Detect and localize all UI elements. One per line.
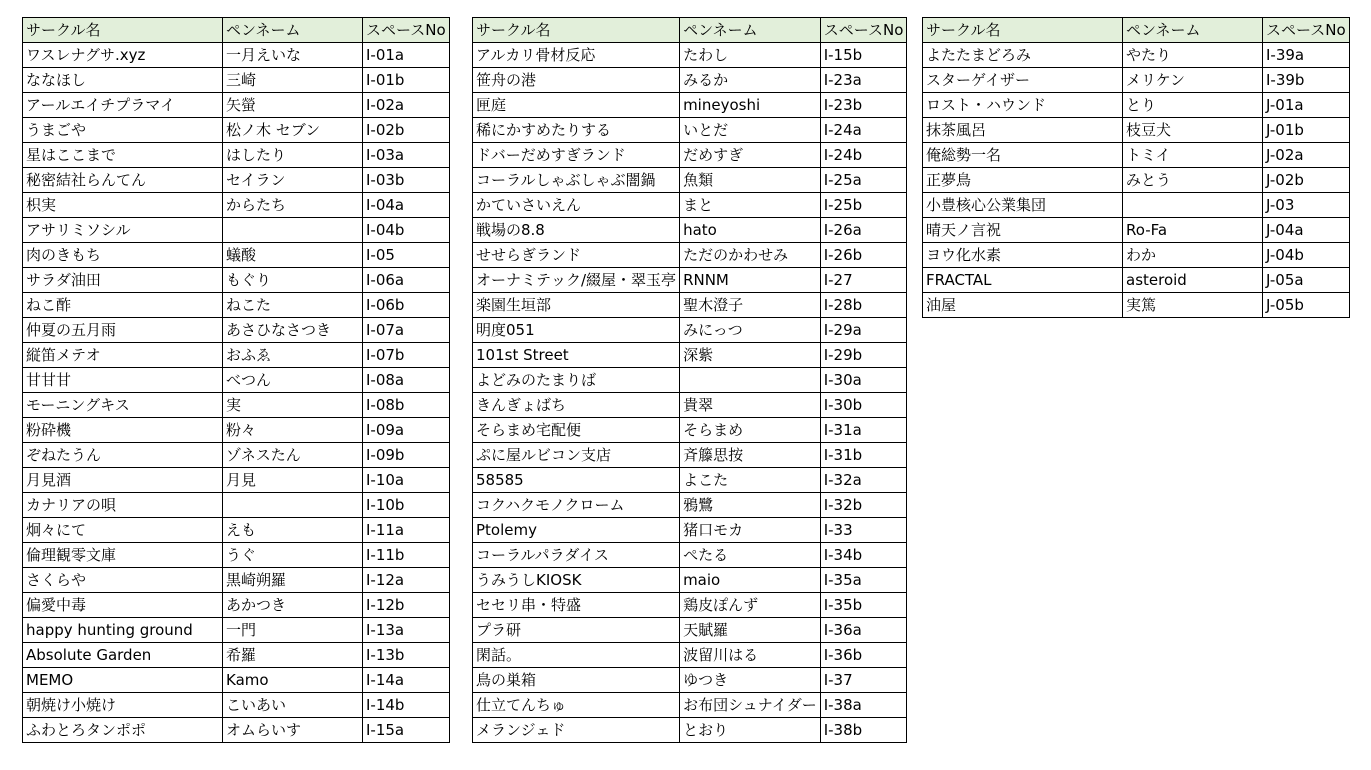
pen-name-cell: はしたり (223, 143, 363, 168)
space-no-cell: I-30b (820, 393, 907, 418)
table-row (923, 118, 1350, 143)
circle-name-cell: 仕立てんちゅ (473, 693, 680, 718)
table-row (923, 168, 1350, 193)
circle-name-cell: ななほし (23, 68, 223, 93)
pen-name-cell: 聖木澄子 (680, 293, 821, 318)
circle-name-cell: ドバーだめすぎランド (473, 143, 680, 168)
header-space-no: スペースNo (363, 18, 450, 43)
header-row (23, 18, 450, 43)
pen-name-cell: 矢螢 (223, 93, 363, 118)
space-no-cell: I-26a (820, 218, 907, 243)
space-no-cell: I-26b (820, 243, 907, 268)
table-row (473, 93, 907, 118)
pen-name-cell: みにっつ (680, 318, 821, 343)
space-no-cell: J-05b (1263, 293, 1350, 318)
space-no-cell: I-03a (363, 143, 450, 168)
pen-name-cell: だめすぎ (680, 143, 821, 168)
circle-name-cell: ワスレナグサ.xyz (23, 43, 223, 68)
pen-name-cell: ゾネスたん (223, 443, 363, 468)
space-no-cell: I-34b (820, 543, 907, 568)
table-row (923, 193, 1350, 218)
space-no-cell: J-01a (1263, 93, 1350, 118)
circle-name-cell: ロスト・ハウンド (923, 93, 1123, 118)
pen-name-cell: hato (680, 218, 821, 243)
pen-name-cell: とり (1123, 93, 1263, 118)
circle-name-cell: 閑話。 (473, 643, 680, 668)
circle-name-cell: アールエイチプラマイ (23, 93, 223, 118)
table-row (923, 243, 1350, 268)
circle-name-cell: せせらぎランド (473, 243, 680, 268)
circle-table-1 (22, 17, 450, 743)
table-row (473, 668, 907, 693)
circle-name-cell: 枳実 (23, 193, 223, 218)
circle-name-cell: 仲夏の五月雨 (23, 318, 223, 343)
circle-name-cell: スターゲイザー (923, 68, 1123, 93)
pen-name-cell: そらまめ (680, 418, 821, 443)
pen-name-cell: 松ノ木 セブン (223, 118, 363, 143)
table-row (23, 593, 450, 618)
pen-name-cell: 希羅 (223, 643, 363, 668)
header-pen-name: ペンネーム (1123, 18, 1263, 43)
space-no-cell: I-02b (363, 118, 450, 143)
space-no-cell: I-12b (363, 593, 450, 618)
circle-table-2 (472, 17, 907, 743)
space-no-cell: I-38a (820, 693, 907, 718)
circle-name-cell: セセリ串・特盛 (473, 593, 680, 618)
space-no-cell: I-13b (363, 643, 450, 668)
pen-name-cell (680, 368, 821, 393)
space-no-cell: J-02a (1263, 143, 1350, 168)
pen-name-cell (223, 218, 363, 243)
table-row (473, 468, 907, 493)
pen-name-cell: 鴉鷺 (680, 493, 821, 518)
pen-name-cell: えも (223, 518, 363, 543)
space-no-cell: I-10b (363, 493, 450, 518)
space-no-cell: I-27 (820, 268, 907, 293)
pen-name-cell: Kamo (223, 668, 363, 693)
header-pen-name: ペンネーム (680, 18, 821, 43)
pen-name-cell: 波留川はる (680, 643, 821, 668)
circle-name-cell: FRACTAL (923, 268, 1123, 293)
space-no-cell: I-09a (363, 418, 450, 443)
space-no-cell: I-37 (820, 668, 907, 693)
header-space-no: スペースNo (1263, 18, 1350, 43)
table-row (23, 368, 450, 393)
pen-name-cell: mineyoshi (680, 93, 821, 118)
circle-name-cell: オーナミテック/綴屋・翠玉亭 (473, 268, 680, 293)
table-row (473, 693, 907, 718)
circle-name-cell: メランジェド (473, 718, 680, 743)
pen-name-cell: オムらいす (223, 718, 363, 743)
table-row (473, 718, 907, 743)
space-no-cell: I-32a (820, 468, 907, 493)
circle-name-cell: 倫理観零文庫 (23, 543, 223, 568)
circle-name-cell: カナリアの唄 (23, 493, 223, 518)
header-space-no: スペースNo (820, 18, 907, 43)
table-row (23, 168, 450, 193)
pen-name-cell: 実 (223, 393, 363, 418)
space-no-cell: I-24b (820, 143, 907, 168)
pen-name-cell: ねこた (223, 293, 363, 318)
table-row (473, 118, 907, 143)
circle-name-cell: Ptolemy (473, 518, 680, 543)
table-row (473, 518, 907, 543)
table-row (23, 718, 450, 743)
pen-name-cell: ゆつき (680, 668, 821, 693)
space-no-cell: I-29a (820, 318, 907, 343)
pen-name-cell: 猪口モカ (680, 518, 821, 543)
pen-name-cell: 実篤 (1123, 293, 1263, 318)
table-row (23, 143, 450, 168)
space-no-cell: J-02b (1263, 168, 1350, 193)
pen-name-cell (1123, 193, 1263, 218)
table-row (23, 568, 450, 593)
space-no-cell: I-14a (363, 668, 450, 693)
pen-name-cell: 斉籐思按 (680, 443, 821, 468)
space-no-cell: J-01b (1263, 118, 1350, 143)
space-no-cell: I-15a (363, 718, 450, 743)
table-row (23, 693, 450, 718)
space-no-cell: I-06b (363, 293, 450, 318)
circle-name-cell: 58585 (473, 468, 680, 493)
circle-name-cell: ねこ酢 (23, 293, 223, 318)
circle-name-cell: 粉砕機 (23, 418, 223, 443)
table-row (473, 393, 907, 418)
space-no-cell: I-24a (820, 118, 907, 143)
table-row (473, 68, 907, 93)
circle-name-cell: モーニングキス (23, 393, 223, 418)
pen-name-cell: うぐ (223, 543, 363, 568)
circle-name-cell: よたたまどろみ (923, 43, 1123, 68)
circle-name-cell: happy hunting ground (23, 618, 223, 643)
pen-name-cell: あかつき (223, 593, 363, 618)
space-no-cell: I-11b (363, 543, 450, 568)
space-no-cell: J-03 (1263, 193, 1350, 218)
table-row (23, 293, 450, 318)
table-row (23, 543, 450, 568)
space-no-cell: J-04b (1263, 243, 1350, 268)
circle-name-cell: さくらや (23, 568, 223, 593)
pen-name-cell: asteroid (1123, 268, 1263, 293)
space-no-cell: I-11a (363, 518, 450, 543)
circle-name-cell: 晴天ノ言祝 (923, 218, 1123, 243)
table-row (23, 618, 450, 643)
circle-name-cell: よどみのたまりば (473, 368, 680, 393)
table-row (473, 643, 907, 668)
pen-name-cell (223, 493, 363, 518)
table-row (473, 568, 907, 593)
pen-name-cell: わか (1123, 243, 1263, 268)
table-row (23, 393, 450, 418)
space-no-cell: I-25a (820, 168, 907, 193)
circle-name-cell: 俺総勢一名 (923, 143, 1123, 168)
header-row (473, 18, 907, 43)
pen-name-cell: RNNM (680, 268, 821, 293)
circle-name-cell: コクハクモノクローム (473, 493, 680, 518)
pen-name-cell: みるか (680, 68, 821, 93)
space-no-cell: J-04a (1263, 218, 1350, 243)
space-no-cell: I-04b (363, 218, 450, 243)
circle-name-cell: Absolute Garden (23, 643, 223, 668)
header-row (923, 18, 1350, 43)
space-no-cell: I-39a (1263, 43, 1350, 68)
header-pen-name: ペンネーム (223, 18, 363, 43)
table-row (473, 493, 907, 518)
space-no-cell: I-39b (1263, 68, 1350, 93)
table-row (23, 493, 450, 518)
circle-name-cell: かていさいえん (473, 193, 680, 218)
pen-name-cell: 一門 (223, 618, 363, 643)
table-row (473, 193, 907, 218)
space-no-cell: I-12a (363, 568, 450, 593)
table-row (473, 593, 907, 618)
table-row (23, 118, 450, 143)
pen-name-cell: 深紫 (680, 343, 821, 368)
pen-name-cell: からたち (223, 193, 363, 218)
space-no-cell: I-03b (363, 168, 450, 193)
pen-name-cell: メリケン (1123, 68, 1263, 93)
space-no-cell: I-07a (363, 318, 450, 343)
pen-name-cell: よこた (680, 468, 821, 493)
pen-name-cell: 月見 (223, 468, 363, 493)
table-row (473, 293, 907, 318)
circle-name-cell: 油屋 (923, 293, 1123, 318)
table-row (23, 343, 450, 368)
circle-name-cell: アルカリ骨材反応 (473, 43, 680, 68)
circle-name-cell: MEMO (23, 668, 223, 693)
table-row (23, 243, 450, 268)
space-no-cell: I-25b (820, 193, 907, 218)
pen-name-cell: maio (680, 568, 821, 593)
table-row (23, 218, 450, 243)
table-row (23, 318, 450, 343)
space-no-cell: I-36a (820, 618, 907, 643)
circle-name-cell: コーラルしゃぶしゃぶ闇鍋 (473, 168, 680, 193)
circle-name-cell: 甘甘甘 (23, 368, 223, 393)
pen-name-cell: 蟻酸 (223, 243, 363, 268)
table-row (923, 293, 1350, 318)
table-row (923, 93, 1350, 118)
space-no-cell: I-08b (363, 393, 450, 418)
circle-name-cell: 鳥の巣箱 (473, 668, 680, 693)
table-row (23, 193, 450, 218)
space-no-cell: I-04a (363, 193, 450, 218)
pen-name-cell: ただのかわせみ (680, 243, 821, 268)
pen-name-cell: とおり (680, 718, 821, 743)
table-row (23, 518, 450, 543)
circle-name-cell: プラ研 (473, 618, 680, 643)
header-circle-name: サークル名 (473, 18, 680, 43)
circle-name-cell: うみうしKIOSK (473, 568, 680, 593)
circle-name-cell: 戦場の8.8 (473, 218, 680, 243)
table-row (473, 343, 907, 368)
space-no-cell: I-05 (363, 243, 450, 268)
space-no-cell: I-35a (820, 568, 907, 593)
space-no-cell: I-30a (820, 368, 907, 393)
space-no-cell: I-36b (820, 643, 907, 668)
space-no-cell: I-07b (363, 343, 450, 368)
table-row (23, 93, 450, 118)
circle-name-cell: きんぎょばち (473, 393, 680, 418)
circle-name-cell: 朝焼け小焼け (23, 693, 223, 718)
circle-name-cell: 肉のきもち (23, 243, 223, 268)
pen-name-cell: 鶏皮ぽんず (680, 593, 821, 618)
table-row (473, 443, 907, 468)
table-row (23, 443, 450, 468)
circle-name-cell: 小豊核心公業集団 (923, 193, 1123, 218)
table-body (473, 43, 907, 743)
space-no-cell: I-01a (363, 43, 450, 68)
pen-name-cell: トミイ (1123, 143, 1263, 168)
space-no-cell: I-31b (820, 443, 907, 468)
pen-name-cell: お布団シュナイダー (680, 693, 821, 718)
pen-name-cell: みとう (1123, 168, 1263, 193)
header-circle-name: サークル名 (23, 18, 223, 43)
header-circle-name: サークル名 (923, 18, 1123, 43)
space-no-cell: I-09b (363, 443, 450, 468)
circle-name-cell: 正夢鳥 (923, 168, 1123, 193)
pen-name-cell: 一月えいな (223, 43, 363, 68)
circle-name-cell: コーラルパラダイス (473, 543, 680, 568)
table-row (473, 318, 907, 343)
space-no-cell: I-02a (363, 93, 450, 118)
circle-name-cell: 秘密結社らんてん (23, 168, 223, 193)
table-body (923, 43, 1350, 318)
pen-name-cell: 三崎 (223, 68, 363, 93)
pen-name-cell: ぺたる (680, 543, 821, 568)
circle-name-cell: 月見酒 (23, 468, 223, 493)
circle-name-cell: サラダ油田 (23, 268, 223, 293)
table-row (923, 68, 1350, 93)
table-row (473, 268, 907, 293)
table-row (473, 43, 907, 68)
table-row (923, 43, 1350, 68)
space-no-cell: J-05a (1263, 268, 1350, 293)
pen-name-cell: やたり (1123, 43, 1263, 68)
pen-name-cell: 枝豆犬 (1123, 118, 1263, 143)
space-no-cell: I-23a (820, 68, 907, 93)
table-row (23, 418, 450, 443)
space-no-cell: I-10a (363, 468, 450, 493)
pen-name-cell: おふゑ (223, 343, 363, 368)
table-row (923, 143, 1350, 168)
space-no-cell: I-08a (363, 368, 450, 393)
table-row (23, 468, 450, 493)
pen-name-cell: あさひなさつき (223, 318, 363, 343)
circle-table-3 (922, 17, 1350, 318)
space-no-cell: I-35b (820, 593, 907, 618)
pen-name-cell: べつん (223, 368, 363, 393)
circle-name-cell: 楽園生垣部 (473, 293, 680, 318)
pen-name-cell: もぐり (223, 268, 363, 293)
pen-name-cell: 魚類 (680, 168, 821, 193)
circle-name-cell: アサリミソシル (23, 218, 223, 243)
pen-name-cell: 天賦羅 (680, 618, 821, 643)
pen-name-cell: こいあい (223, 693, 363, 718)
table-row (23, 668, 450, 693)
pen-name-cell: セイラン (223, 168, 363, 193)
circle-name-cell: ぞねたうん (23, 443, 223, 468)
space-no-cell: I-38b (820, 718, 907, 743)
circle-name-cell: 匣庭 (473, 93, 680, 118)
circle-name-cell: 偏愛中毒 (23, 593, 223, 618)
space-no-cell: I-01b (363, 68, 450, 93)
circle-name-cell: 笹舟の港 (473, 68, 680, 93)
pen-name-cell: たわし (680, 43, 821, 68)
table-row (473, 418, 907, 443)
space-no-cell: I-32b (820, 493, 907, 518)
table-row (23, 68, 450, 93)
pen-name-cell: Ro-Fa (1123, 218, 1263, 243)
circle-name-cell: 明度051 (473, 318, 680, 343)
circle-name-cell: 炯々にて (23, 518, 223, 543)
space-no-cell: I-23b (820, 93, 907, 118)
circle-name-cell: ふわとろタンポポ (23, 718, 223, 743)
table-row (473, 218, 907, 243)
table-row (23, 643, 450, 668)
circle-name-cell: ぷに屋ルビコン支店 (473, 443, 680, 468)
table-row (923, 268, 1350, 293)
pen-name-cell: まと (680, 193, 821, 218)
circle-name-cell: 縦笛メテオ (23, 343, 223, 368)
circle-name-cell: 稀にかすめたりする (473, 118, 680, 143)
circle-name-cell: うまごや (23, 118, 223, 143)
pen-name-cell: 粉々 (223, 418, 363, 443)
table-row (473, 368, 907, 393)
space-no-cell: I-15b (820, 43, 907, 68)
table-row (923, 218, 1350, 243)
space-no-cell: I-28b (820, 293, 907, 318)
space-no-cell: I-13a (363, 618, 450, 643)
space-no-cell: I-29b (820, 343, 907, 368)
table-row (23, 268, 450, 293)
circle-name-cell: 星はここまで (23, 143, 223, 168)
table-body (23, 43, 450, 743)
circle-name-cell: 抹茶風呂 (923, 118, 1123, 143)
table-row (473, 543, 907, 568)
circle-name-cell: そらまめ宅配便 (473, 418, 680, 443)
table-row (473, 243, 907, 268)
circle-name-cell: 101st Street (473, 343, 680, 368)
pen-name-cell: いとだ (680, 118, 821, 143)
space-no-cell: I-06a (363, 268, 450, 293)
pen-name-cell: 貴翠 (680, 393, 821, 418)
table-row (473, 143, 907, 168)
space-no-cell: I-14b (363, 693, 450, 718)
space-no-cell: I-31a (820, 418, 907, 443)
circle-name-cell: ヨウ化水素 (923, 243, 1123, 268)
table-row (473, 618, 907, 643)
table-row (23, 43, 450, 68)
table-row (473, 168, 907, 193)
pen-name-cell: 黒崎朔羅 (223, 568, 363, 593)
space-no-cell: I-33 (820, 518, 907, 543)
